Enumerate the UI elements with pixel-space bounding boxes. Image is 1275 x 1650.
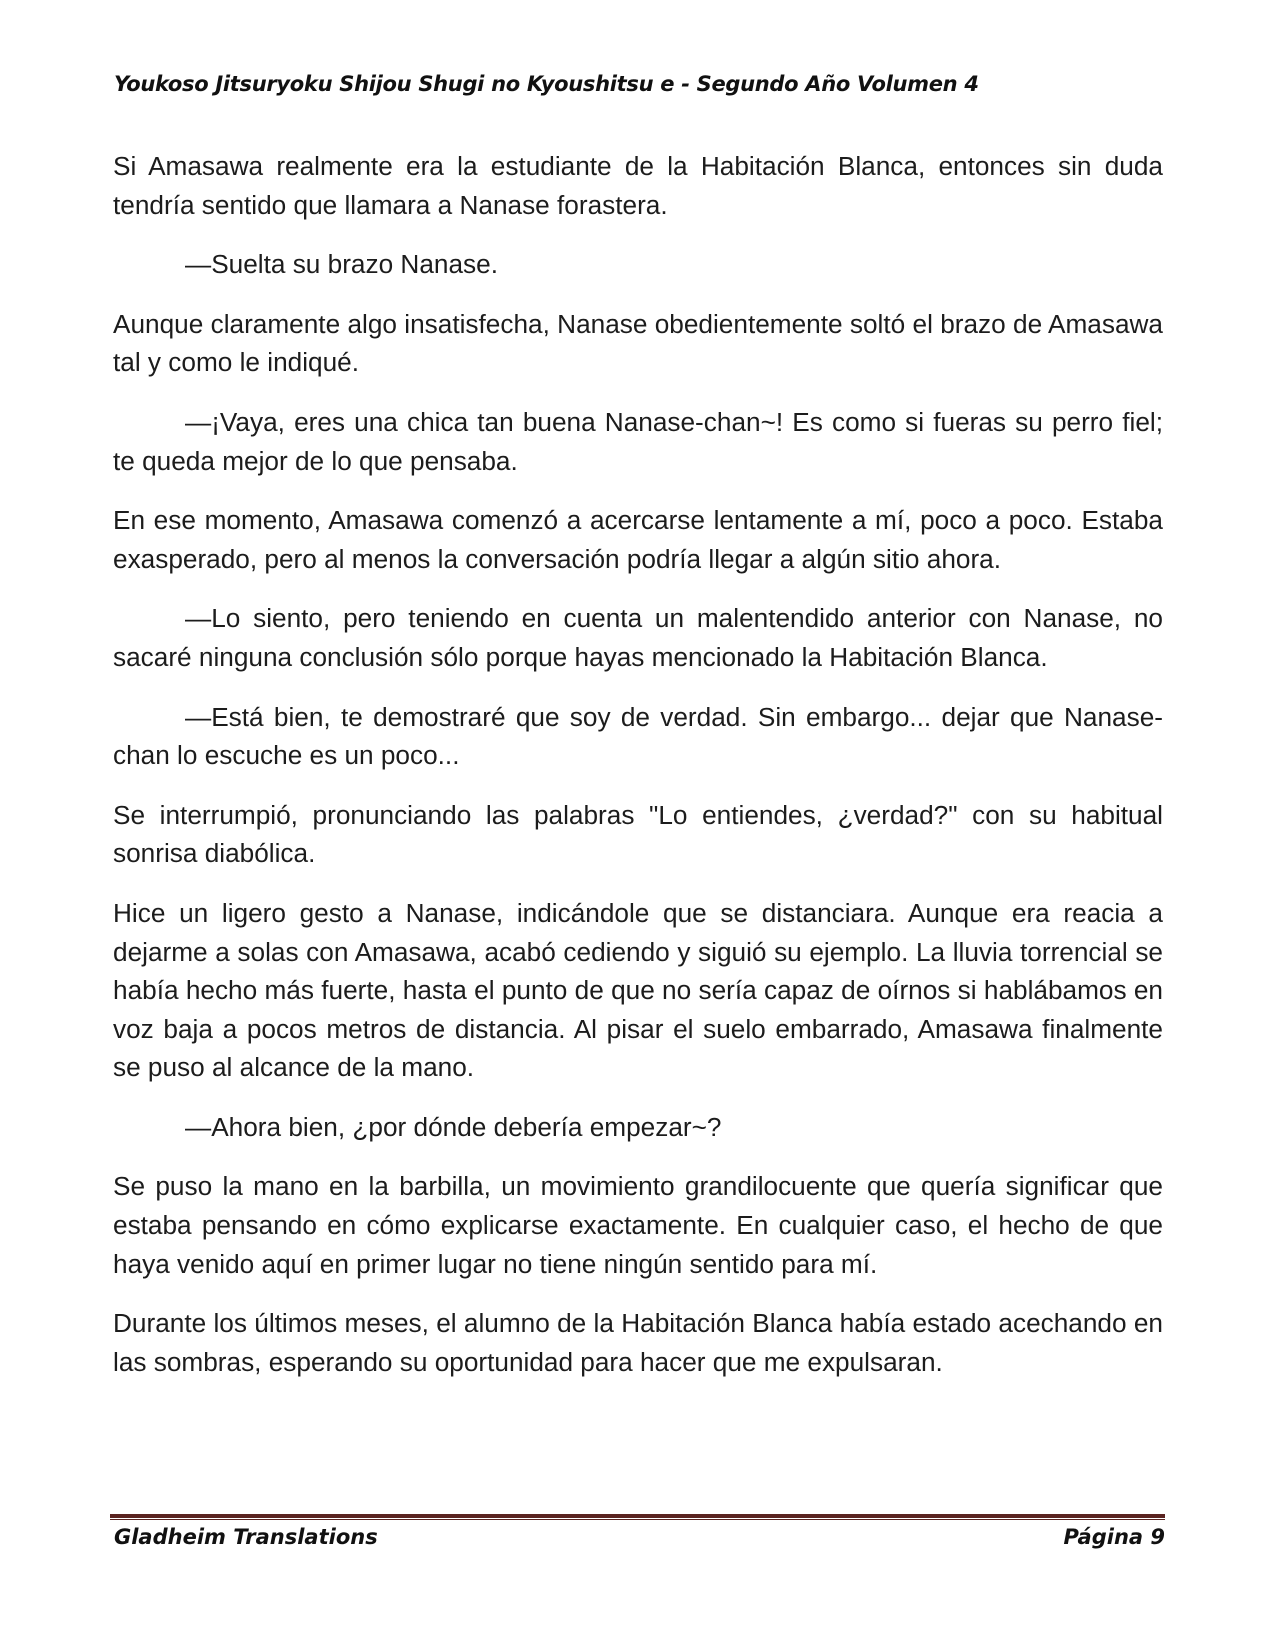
paragraph-dialogue: —¡Vaya, eres una chica tan buena Nanase-chan~! Es como si fueras su perro fiel; te queda mejor de lo que pensaba.	[113, 406, 1163, 476]
footer-divider	[110, 1514, 1165, 1521]
paragraph-narration: Aunque claramente algo insatisfecha, Nanase obedientemente soltó el brazo de Amasawa tal y como le indiqué.	[113, 308, 1163, 378]
paragraph-dialogue: —Suelta su brazo Nanase.	[185, 249, 498, 280]
footer-page-number: Página 9	[1063, 1525, 1165, 1549]
footer-divider-thin-line	[110, 1519, 1165, 1520]
body-text	[113, 147, 1163, 1402]
paragraph-dialogue: —Ahora bien, ¿por dónde debería empezar~?	[185, 1111, 722, 1142]
paragraph-narration: Hice un ligero gesto a Nanase, indicándole que se distanciara. Aunque era reacia a dejarme a solas con Amasawa, acabó cediendo y siguió su ejemplo. La lluvia torrencial se había hecho más fuerte, hasta el punto de que no sería capaz de oírnos si hablábamos en voz baja a pocos metros de distancia. Al pisar el suelo embarrado, Amasawa finalmente se puso al alcance de la mano.	[113, 897, 1163, 1083]
footer-divider-thick-line	[110, 1514, 1165, 1518]
footer-publisher: Gladheim Translations	[114, 1525, 378, 1549]
page-header-title: Youkoso Jitsuryoku Shijou Shugi no Kyoushitsu e - Segundo Año Volumen 4	[114, 72, 979, 96]
paragraph-narration: Durante los últimos meses, el alumno de la Habitación Blanca había estado acechando en las sombras, esperando su oportunidad para hacer que me expulsaran.	[113, 1308, 1163, 1377]
paragraph-dialogue: —Está bien, te demostraré que soy de verdad. Sin embargo... dejar que Nanase-chan lo escuche es un poco...	[113, 701, 1163, 771]
paragraph-dialogue: —Lo siento, pero teniendo en cuenta un malentendido anterior con Nanase, no sacaré ninguna conclusión sólo porque hayas mencionado la Habitación Blanca.	[113, 603, 1163, 672]
paragraph-narration: Si Amasawa realmente era la estudiante de la Habitación Blanca, entonces sin duda tendría sentido que llamara a Nanase forastera.	[113, 151, 1163, 220]
paragraph-narration: Se interrumpió, pronunciando las palabras "Lo entiendes, ¿verdad?" con su habitual sonrisa diabólica.	[113, 799, 1163, 869]
paragraph-narration: Se puso la mano en la barbilla, un movimiento grandilocuente que quería significar que estaba pensando en cómo explicarse exactamente. En cualquier caso, el hecho de que haya venido aquí en primer lugar no tiene ningún sentido para mí.	[113, 1171, 1163, 1279]
paragraph-narration: En ese momento, Amasawa comenzó a acercarse lentamente a mí, poco a poco. Estaba exasperado, pero al menos la conversación podría llegar a algún sitio ahora.	[113, 505, 1163, 574]
